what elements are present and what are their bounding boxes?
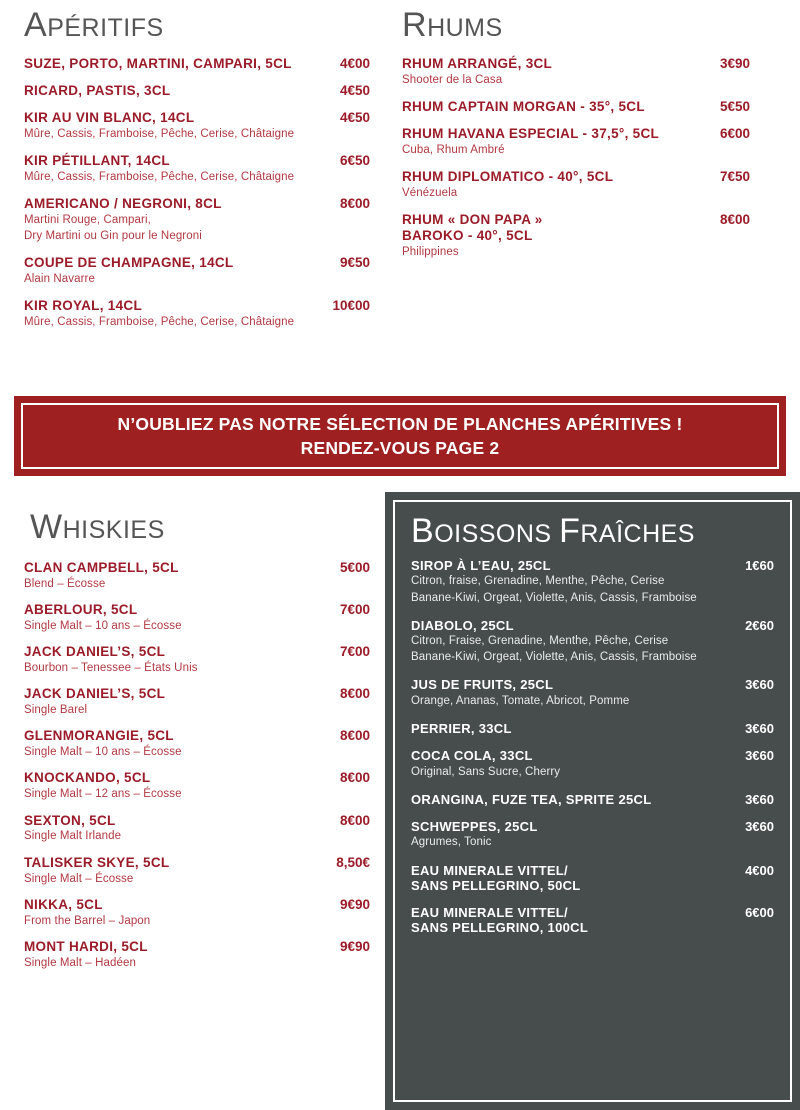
promo-banner-line-1: N’OUBLIEZ PAS NOTRE SÉLECTION DE PLANCHES APÉRITIVES ! (117, 413, 683, 434)
section-aperitifs (0, 8, 390, 330)
menu-item-name: ABERLOUR, 5CL (24, 602, 138, 618)
menu-item-description: Shooter de la Casa (402, 73, 503, 86)
section-rhums (390, 8, 800, 330)
menu-item (411, 721, 774, 736)
section-title-rest: HUMS (427, 14, 503, 42)
menu-item-description: Single Malt – 10 ans – Écosse (24, 620, 182, 633)
section-title-whiskies (30, 510, 385, 544)
menu-item-description: Mûre, Cassis, Framboise, Pêche, Cerise, Châtaigne (24, 316, 295, 329)
menu-item-name: COUPE DE CHAMPAGNE, 14CL (24, 255, 234, 271)
menu-item (24, 855, 385, 887)
menu-item-price: 10€00 (332, 298, 370, 314)
menu-item-description: Cuba, Rhum Ambré (402, 143, 505, 156)
menu-item (411, 905, 774, 936)
section-title-rest: HISKIES (62, 516, 165, 544)
section-title-initial: W (30, 508, 63, 546)
menu-item-price: 5€50 (719, 99, 750, 115)
menu-item (411, 677, 774, 709)
menu-item-price: 6€50 (339, 152, 370, 168)
menu-item-line (24, 813, 370, 829)
menu-item-price: 8€00 (339, 686, 370, 702)
menu-item-description: Single Malt – 12 ans – Écosse (24, 788, 182, 801)
menu-item (24, 153, 390, 185)
menu-item-line (24, 770, 370, 786)
menu-item-price: 7€00 (339, 602, 370, 618)
section-title-initial: R (402, 6, 428, 44)
menu-item (24, 644, 385, 676)
section-title-initial-2: F (559, 512, 581, 550)
menu-item-price: 4€00 (339, 56, 370, 71)
menu-item-price: 8€00 (339, 728, 370, 744)
menu-item-line (402, 56, 750, 72)
menu-item-price: 8€00 (339, 812, 370, 828)
menu-item-description: Blend – Écosse (24, 577, 106, 590)
menu-item-name: KIR AU VIN BLANC, 14CL (24, 109, 195, 125)
menu-item-price: 7€50 (719, 169, 750, 185)
menu-item-price: 8€00 (339, 770, 370, 786)
menu-item-name: SIROP À L’EAU, 25CL (411, 558, 551, 573)
menu-item-description: Single Malt Irlande (24, 830, 122, 843)
menu-item-name: NIKKA, 5CL (24, 896, 103, 912)
menu-item-name: RHUM CAPTAIN MORGAN - 35°, 5CL (402, 99, 645, 115)
section-title-initial: B (411, 512, 435, 550)
menu-item-price: 9€50 (339, 255, 370, 271)
menu-item (24, 728, 385, 760)
section-title-rest: PÉRITIFS (47, 14, 164, 42)
menu-item (24, 560, 385, 592)
menu-item (411, 863, 774, 894)
menu-item-name: RHUM « DON PAPA » BAROKO - 40°, 5CL (402, 212, 543, 244)
menu-item (402, 126, 800, 158)
menu-item (411, 618, 774, 666)
menu-item-description: Mûre, Cassis, Framboise, Pêche, Cerise, Châtaigne (24, 170, 295, 183)
whiskies-item-list (24, 560, 385, 971)
menu-item-name: EAU MINERALE VITTEL/ SANS PELLEGRINO, 100CL (411, 905, 589, 936)
menu-item (24, 83, 390, 99)
menu-item-name: RICARD, PASTIS, 3CL (24, 82, 171, 98)
bottom-sections-row (0, 492, 800, 1110)
menu-item-line (411, 618, 774, 633)
menu-item (24, 255, 390, 287)
menu-item-price: 5€00 (339, 560, 370, 575)
menu-item-name: SCHWEPPES, 25CL (411, 819, 538, 834)
menu-item-price: 2€60 (745, 617, 774, 633)
menu-item-price: 3€60 (745, 748, 774, 764)
menu-item-price: 4€50 (339, 109, 370, 125)
menu-item-price: 6€00 (719, 126, 750, 142)
section-boissons-fraiches-panel (385, 492, 800, 1110)
menu-item-name: KIR PÉTILLANT, 14CL (24, 152, 170, 168)
menu-item-price: 7€00 (339, 644, 370, 660)
menu-item-name: JACK DANIEL’S, 5CL (24, 686, 166, 702)
menu-item-line (24, 110, 370, 126)
menu-item-description: Banane-Kiwi, Orgeat, Violette, Anis, Cassis, Framboise (411, 591, 697, 604)
section-title-initial: A (24, 6, 48, 44)
menu-item-name: GLENMORANGIE, 5CL (24, 728, 174, 744)
menu-item-price: 9€90 (339, 896, 370, 912)
menu-item-name: RHUM HAVANA ESPECIAL - 37,5°, 5CL (402, 126, 660, 142)
menu-item-description: Citron, fraise, Grenadine, Menthe, Pêche, Cerise (411, 575, 665, 588)
menu-item-line (411, 792, 774, 807)
menu-item-description: Single Malt – Écosse (24, 872, 134, 885)
boissons-fraiches-item-list (411, 558, 774, 936)
menu-item-description: Citron, Fraise, Grenadine, Menthe, Pêche, Cerise (411, 635, 669, 647)
menu-item (24, 56, 390, 72)
menu-item-price: 4€00 (745, 862, 774, 878)
menu-item-name: EAU MINERALE VITTEL/ SANS PELLEGRINO, 50CL (411, 862, 581, 893)
menu-item (402, 56, 800, 88)
menu-item-name: DIABOLO, 25CL (411, 617, 514, 633)
menu-item-description: Single Barel (24, 704, 88, 717)
menu-item-line (24, 560, 370, 576)
menu-item-line (24, 855, 370, 871)
menu-item-price: 3€60 (745, 720, 774, 736)
menu-item-line (402, 99, 750, 115)
menu-item-name: JUS DE FRUITS, 25CL (411, 677, 554, 693)
menu-item-price: 8€00 (719, 212, 750, 228)
menu-item (24, 813, 385, 845)
menu-item (411, 819, 774, 851)
menu-item-name: RHUM DIPLOMATICO - 40°, 5CL (402, 169, 614, 185)
menu-item (24, 298, 390, 330)
menu-item-price: 3€60 (745, 819, 774, 834)
menu-item (402, 212, 800, 260)
menu-item-line (24, 686, 370, 702)
section-title-rest-2: RAÎCHES (580, 520, 695, 548)
menu-item (24, 770, 385, 802)
menu-item-price: 3€60 (745, 677, 774, 693)
menu-item (402, 99, 800, 115)
menu-item-line (24, 56, 370, 72)
rhums-item-list (402, 56, 800, 260)
section-title-rhums (402, 8, 800, 42)
menu-item-line (411, 819, 774, 834)
menu-item-name: JACK DANIEL’S, 5CL (24, 644, 166, 660)
menu-item-name: TALISKER SKYE, 5CL (24, 854, 170, 870)
aperitifs-item-list (24, 56, 390, 330)
section-whiskies (0, 492, 385, 1110)
menu-item-price: 4€50 (339, 82, 370, 98)
menu-item-line (411, 677, 774, 692)
menu-item-line (24, 939, 370, 955)
promo-banner-inner (21, 403, 779, 469)
section-title-rest: OISSONS (434, 520, 560, 548)
menu-item-description: Bourbon – Tenessee – États Unis (24, 662, 198, 675)
menu-item-line (24, 196, 370, 212)
menu-item (411, 558, 774, 606)
menu-item-price: 1€60 (745, 558, 774, 573)
menu-item-line (411, 721, 774, 736)
menu-item (24, 939, 385, 971)
menu-item (24, 110, 390, 142)
menu-item (411, 748, 774, 780)
menu-item-description: Vénézuela (402, 187, 458, 200)
menu-item-line (411, 905, 774, 936)
promo-banner[interactable] (14, 396, 786, 476)
menu-item-name: PERRIER, 33CL (411, 720, 512, 736)
menu-item-name: COCA COLA, 33CL (411, 748, 533, 764)
menu-item-line (24, 897, 370, 913)
menu-item-line (24, 298, 370, 314)
menu-item-line (24, 255, 370, 271)
menu-item-description: Mûre, Cassis, Framboise, Pêche, Cerise, Châtaigne (24, 127, 295, 140)
menu-item-line (411, 748, 774, 763)
top-sections-row (0, 0, 800, 330)
menu-item-description: Banane-Kiwi, Orgeat, Violette, Anis, Cassis, Framboise (411, 651, 697, 664)
menu-item-description: Alain Navarre (24, 273, 95, 286)
menu-item-description: Martini Rouge, Campari, (24, 213, 151, 226)
menu-item (24, 686, 385, 718)
menu-item-price: 3€90 (719, 56, 750, 71)
menu-item-description: Original, Sans Sucre, Cherry (411, 765, 561, 778)
menu-item-name: MONT HARDI, 5CL (24, 938, 148, 954)
section-title-boissons-fraiches (411, 514, 774, 548)
menu-item-price: 8,50€ (336, 854, 370, 870)
menu-item-price: 8€00 (339, 196, 370, 212)
menu-item-description: Single Malt – Hadéen (24, 956, 136, 969)
menu-item-line (24, 644, 370, 660)
section-boissons-fraiches (393, 500, 792, 1102)
menu-item-description: Orange, Ananas, Tomate, Abricot, Pomme (411, 694, 630, 707)
section-title-aperitifs (24, 8, 390, 42)
menu-item-description: Agrumes, Tonic (411, 836, 492, 849)
menu-item-line (24, 602, 370, 618)
promo-banner-line-2: RENDEZ-VOUS PAGE 2 (300, 438, 500, 458)
menu-item-price: 9€90 (339, 938, 370, 954)
menu-item-name: AMERICANO / NEGRONI, 8CL (24, 196, 222, 212)
menu-item (24, 897, 385, 929)
menu-item-line (24, 153, 370, 169)
menu-item-name: RHUM ARRANGÉ, 3CL (402, 56, 553, 71)
menu-item (24, 602, 385, 634)
menu-item-line (402, 212, 750, 244)
menu-item-name: ORANGINA, FUZE TEA, SPRITE 25CL (411, 791, 652, 807)
menu-item-name: SEXTON, 5CL (24, 812, 116, 828)
menu-item (411, 792, 774, 807)
menu-item-line (411, 558, 774, 573)
menu-item-line (411, 863, 774, 894)
menu-item-description: Dry Martini ou Gin pour le Negroni (24, 230, 202, 243)
menu-item (24, 196, 390, 244)
menu-item-name: KNOCKANDO, 5CL (24, 770, 151, 786)
menu-item-name: KIR ROYAL, 14CL (24, 298, 143, 314)
menu-item-line (402, 126, 750, 142)
menu-item-price: 3€60 (745, 791, 774, 807)
menu-item-name: SUZE, PORTO, MARTINI, CAMPARI, 5CL (24, 56, 292, 71)
menu-item-line (24, 728, 370, 744)
menu-item-description: Philippines (402, 246, 459, 259)
menu-item-description: Single Malt – 10 ans – Écosse (24, 746, 182, 759)
menu-item-line (24, 83, 370, 99)
menu-item (402, 169, 800, 201)
menu-item-description: From the Barrel – Japon (24, 914, 151, 927)
menu-item-name: CLAN CAMPBELL, 5CL (24, 560, 179, 575)
menu-item-price: 6€00 (745, 905, 774, 921)
menu-item-line (402, 169, 750, 185)
